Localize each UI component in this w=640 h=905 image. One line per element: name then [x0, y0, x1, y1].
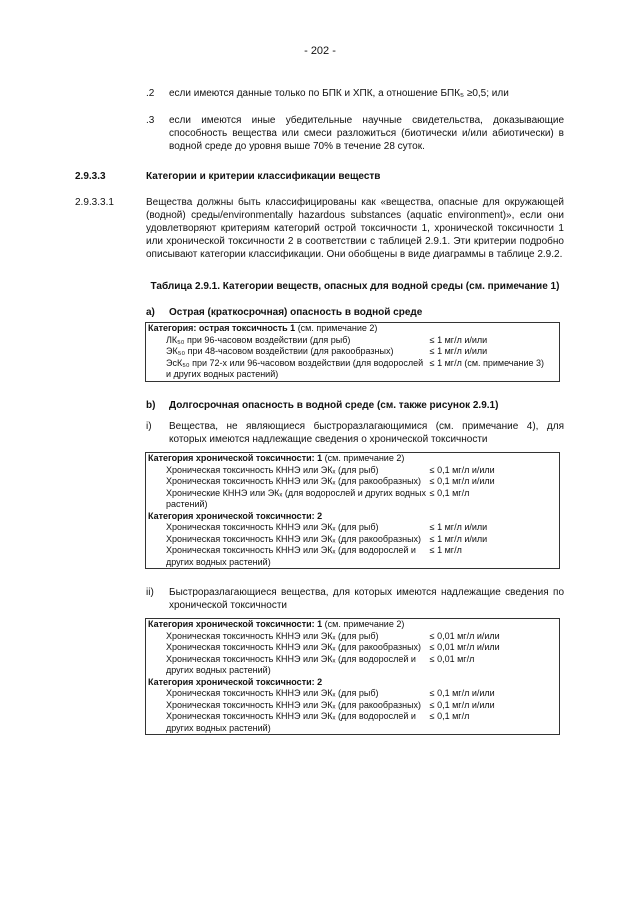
table-row: ЭК₅₀ при 48-часовом воздействии (для ракообразных) ≤ 1 мг/л и/или [166, 346, 488, 356]
table-title: Таблица 2.9.1. Категории веществ, опасных для водной среды (см. примечание 1) [150, 281, 560, 292]
item-text: если имеются иные убедительные научные свидетельства, доказывающие способность вещества или смеси разложиться (биотически и/или абиотически) в водной среде до уровня выше 70% в течение 28 суток. [169, 115, 564, 152]
table-row: Хроническая токсичность КННЭ или ЭКₓ (для ракообразных) ≤ 0,1 мг/л и/или [166, 476, 495, 486]
acute-toxicity-table [145, 322, 560, 382]
table-row: Хронические КННЭ или ЭКₓ (для водорослей и других водных растений) ≤ 0,1 мг/л [166, 487, 470, 509]
category-heading: Категория хронической токсичности: 1 (см. примечание 2) [148, 619, 405, 629]
table-row: ЛК₅₀ при 96-часовом воздействии (для рыб) ≤ 1 мг/л и/или [166, 334, 488, 345]
paragraph-text: Вещества должны быть классифицированы как «вещества, опасные для окружающей (водной) среды/environmentally hazardous substances (aquatic environment)», если они удовлетворяют критериям категорий острой токсичности 1, хронической токсичности 1 или хронической токсичности 2 в соответствии с таблицей 2.9.1. Эти критерии подробно описывают категории классификации. Они обобщены в виде диаграммы в таблице 2.9.2. [146, 197, 564, 260]
part-title: Острая (краткосрочная) опасность в водной среде [169, 307, 423, 318]
table-row: Хроническая токсичность КННЭ или ЭКₓ (для рыб) ≤ 0,01 мг/л и/или [166, 630, 500, 641]
table-row: Хроническая токсичность КННЭ или ЭКₓ (для рыб) ≤ 0,1 мг/л и/или [166, 464, 495, 475]
table-row: Хроническая токсичность КННЭ или ЭКₓ (для ракообразных) ≤ 1 мг/л и/или [166, 533, 488, 544]
sub-text: Вещества, не являющиеся быстроразлагающимися (см. примечание 4), для которых имеются надлежащие сведения о хронической токсичности [169, 421, 564, 445]
category-heading: Категория хронической токсичности: 2 [148, 510, 323, 521]
table-row: Хроническая токсичность КННЭ или ЭКₓ (для ракообразных) ≤ 0,1 мг/л и/или [166, 699, 495, 710]
table-row: Хроническая токсичность КННЭ или ЭКₓ (для ракообразных) ≤ 0,01 мг/л и/или [166, 642, 500, 652]
table-row: ЭсК₅₀ при 72-х или 96-часовом воздействии (для водорослей и других водных растений) ≤ 1 мг/л (см. примечание 3) [166, 357, 545, 379]
page-number: - 202 - [304, 45, 336, 57]
sub-number: i) [146, 421, 152, 432]
section-title: Категории и критерии классификации веществ [146, 171, 381, 182]
table-row: Хроническая токсичность КННЭ или ЭКₓ (для рыб) ≤ 1 мг/л и/или [166, 522, 488, 532]
part-title: Долгосрочная опасность в водной среде (см. также рисунок 2.9.1) [169, 400, 499, 411]
category-heading: Категория: острая токсичность 1 (см. примечание 2) [148, 323, 378, 333]
part-letter: b) [146, 400, 156, 411]
chronic-toxicity-table-ii [145, 618, 560, 735]
sub-text: Быстроразлагающиеся вещества, для которых имеются надлежащие сведения по хронической токсичности [169, 587, 564, 611]
item-number: .2 [146, 88, 155, 99]
table-row: Хроническая токсичность КННЭ или ЭКₓ (для водорослей и других водных растений) ≤ 0,01 мг/л [166, 653, 475, 675]
category-heading: Категория хронической токсичности: 2 [148, 676, 323, 687]
table-row: Хроническая токсичность КННЭ или ЭКₓ (для водорослей и других водных растений) ≤ 0,1 мг/л [166, 711, 470, 733]
part-letter: a) [146, 307, 155, 318]
paragraph-number: 2.9.3.3.1 [75, 197, 114, 208]
section-number: 2.9.3.3 [75, 171, 106, 182]
table-row: Хроническая токсичность КННЭ или ЭКₓ (для рыб) ≤ 0,1 мг/л и/или [166, 688, 495, 698]
item-text: если имеются данные только по БПК и ХПК, а отношение БПК₅ ≥0,5; или [169, 88, 509, 99]
chronic-toxicity-table-i [145, 452, 560, 569]
sub-number: ii) [146, 587, 154, 598]
table-row: Хроническая токсичность КННЭ или ЭКₓ (для водорослей и других водных растений) ≤ 1 мг/л [166, 545, 462, 567]
category-heading: Категория хронической токсичности: 1 (см. примечание 2) [148, 453, 405, 463]
item-number: .3 [146, 115, 155, 126]
